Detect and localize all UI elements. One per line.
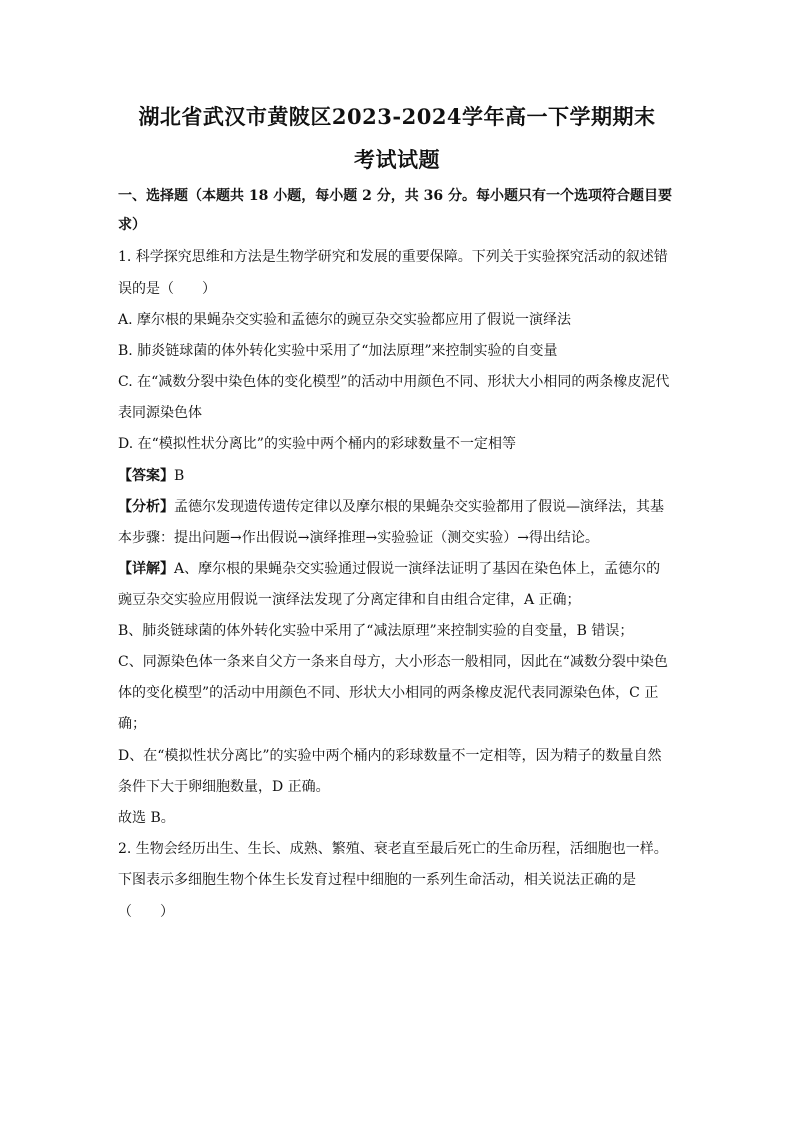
section-heading-cont: 求） <box>118 217 146 233</box>
analysis-tag: 【分析】 <box>118 499 174 515</box>
detail-row <box>118 562 660 576</box>
analysis-row <box>118 500 664 514</box>
detail-text-2: 豌豆杂交实验应用假说一演绎法发现了分离定律和自由组合定律，A 正确； <box>118 592 581 608</box>
answer-value: B <box>174 468 185 484</box>
conclusion-text: 故选 B。 <box>118 810 175 826</box>
section-heading: 一、选择题（本题共 18 小题，每小题 2 分，共 36 分。每小题只有一个选项符合题目要 <box>118 188 672 204</box>
question-2-stem-cont-2: （ ） <box>118 904 174 920</box>
detail-text-5: 体的变化模型”的活动中用颜色不同、形状大小相同的两条橡皮泥代表同源染色体，C 正 <box>118 685 659 701</box>
analysis-text: 孟德尔发现遗传遗传定律以及摩尔根的果蝇杂交实验都用了假说—演绎法，其基 <box>174 499 664 515</box>
question-1-option-d: D. 在“模拟性状分离比”的实验中两个桶内的彩球数量不一定相等 <box>118 436 516 452</box>
detail-text-6: 确； <box>118 716 146 732</box>
detail-text-7: D、在“模拟性状分离比”的实验中两个桶内的彩球数量不一定相等，因为精子的数量自然 <box>118 748 662 764</box>
question-1-stem-cont: 误的是（ ） <box>118 281 216 297</box>
detail-text-4: C、同源染色体一条来自父方一条来自母方，大小形态一般相同，因此在“减数分裂中染色 <box>118 654 668 670</box>
document-title-line1: 湖北省武汉市黄陂区2023-2024学年高一下学期期末 <box>138 104 656 129</box>
question-2-stem: 2. 生物会经历出生、生长、成熟、繁殖、衰老直至最后死亡的生命历程，活细胞也一样。 <box>118 841 668 857</box>
question-1-option-a: A. 摩尔根的果蝇杂交实验和孟德尔的豌豆杂交实验都应用了假说一演绎法 <box>118 312 572 328</box>
detail-text-8: 条件下大于卵细胞数量，D 正确。 <box>118 779 330 795</box>
detail-text: A、摩尔根的果蝇杂交实验通过假说一演绎法证明了基因在染色体上，孟德尔的 <box>174 561 661 577</box>
question-1-option-c: C. 在“减数分裂中染色体的变化模型”的活动中用颜色不同、形状大小相同的两条橡皮泥代 <box>118 374 670 390</box>
question-1-stem: 1. 科学探究思维和方法是生物学研究和发展的重要保障。下列关于实验探究活动的叙述错 <box>118 249 668 265</box>
answer-row <box>118 469 184 483</box>
answer-tag: 【答案】 <box>118 468 174 484</box>
question-1-option-c-cont: 表同源染色体 <box>118 405 202 421</box>
detail-tag: 【详解】 <box>118 561 174 577</box>
detail-text-3: B、肺炎链球菌的体外转化实验中采用了“减法原理”来控制实验的自变量，B 错误； <box>118 623 634 639</box>
question-2-stem-cont: 下图表示多细胞生物个体生长发育过程中细胞的一系列生命活动，相关说法正确的是 <box>118 872 636 888</box>
analysis-text-cont: 本步骤：提出问题→作出假说→演绎推理→实验验证（测交实验）→得出结论。 <box>118 530 599 546</box>
document-title-line2: 考试试题 <box>354 147 440 172</box>
question-1-option-b: B. 肺炎链球菌的体外转化实验中采用了“加法原理”来控制实验的自变量 <box>118 343 558 359</box>
